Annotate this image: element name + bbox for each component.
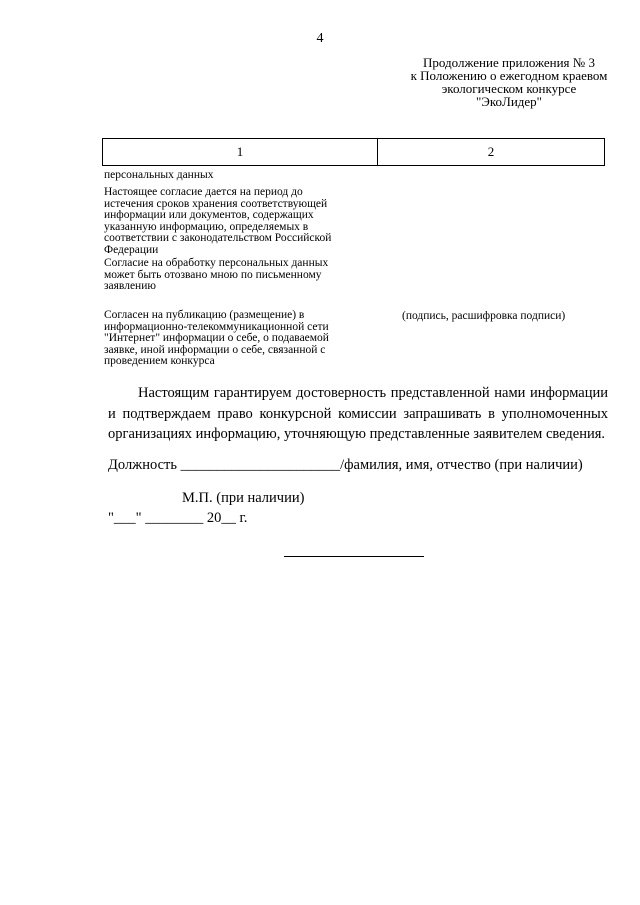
stamp-label: М.П. (при наличии) [182, 490, 305, 506]
consent-line: Федерации [104, 243, 159, 256]
appendix-line: Продолжение приложения № 3 [423, 55, 595, 70]
position-label: Должность [108, 457, 177, 473]
consent-line: заявке, иной информации о себе, связанной с [104, 343, 326, 356]
consent-line: истечения сроков хранения соответствующей [104, 197, 328, 210]
guarantee-paragraph: Настоящим гарантируем достоверность представленной нами информации и подтверждаем право конкурсной комиссии запрашивать в уполномоченных организациях информацию, уточняющую представленные заявителем сведения. [108, 385, 608, 442]
consent-line: проведением конкурса [104, 355, 215, 368]
consent-publish-block [104, 310, 364, 368]
consent-line: Согласен на публикацию (размещение) в [104, 309, 305, 321]
position-blank: ______________________ [180, 457, 341, 473]
consent-period-block [104, 187, 364, 257]
closing-rule [284, 556, 424, 557]
consent-revoke-block [104, 258, 364, 293]
consent-line: соответствии с законодательством Российской [104, 232, 332, 245]
page-number: 4 [316, 31, 324, 46]
consent-line: персональных данных [104, 169, 214, 181]
appendix-line: экологическом конкурсе [441, 81, 577, 96]
table-header-col-1: 1 [103, 139, 378, 165]
appendix-header [400, 56, 618, 108]
consent-line: информации или документов, содержащих [104, 209, 314, 222]
consent-line: Настоящее согласие дается на период до [104, 186, 303, 198]
consent-line: "Интернет" информации о себе, о подаваемой [104, 332, 329, 345]
consent-line: указанную информацию, определяемых в [104, 220, 309, 233]
signature-caption: (подпись, расшифровка подписи) [402, 310, 566, 322]
consent-line: может быть отозвано мною по письменному [104, 268, 322, 281]
table-header-col-2: 2 [487, 144, 495, 159]
position-line [108, 457, 583, 474]
date-line: "___" ________ 20__ г. [108, 510, 248, 526]
consent-line: информационно-телекоммуникационной сети [104, 320, 329, 333]
position-suffix: /фамилия, имя, отчество (при наличии) [340, 457, 583, 473]
table-header-row [102, 138, 605, 166]
appendix-line: к Положению о ежегодном краевом [410, 68, 608, 83]
consent-continuation [104, 170, 364, 182]
consent-line: заявлению [104, 280, 156, 293]
appendix-line: "ЭкоЛидер" [475, 94, 542, 109]
consent-line: Согласие на обработку персональных данных [104, 257, 329, 269]
